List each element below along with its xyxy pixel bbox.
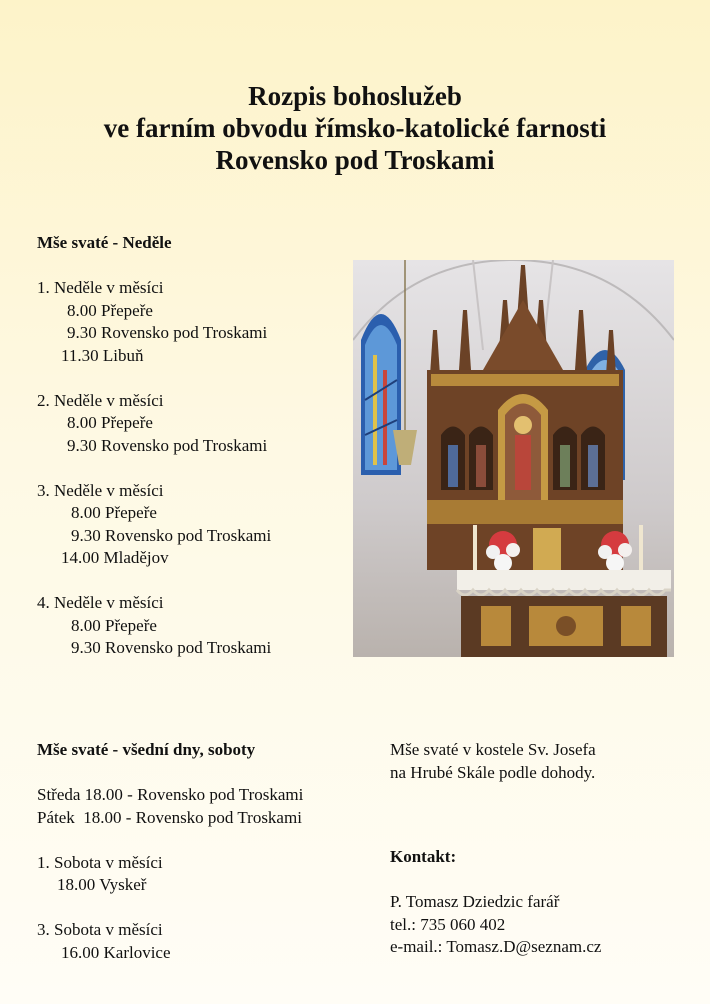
week-2-label: 2. Neděle v měsíci: [37, 390, 164, 410]
weekday-schedule: [37, 739, 303, 964]
altar-photo: [353, 260, 674, 657]
josef-line-1: Mše svaté v kostele Sv. Josefa: [390, 740, 596, 759]
sunday-schedule: [37, 232, 271, 660]
week-1-item: 11.30 Libuň: [61, 345, 144, 365]
week-3-item: 9.30 Rovensko pod Troskami: [71, 525, 272, 545]
week-1-item: 8.00 Přepeře: [67, 300, 153, 320]
title-line-2: ve farním obvodu římsko-katolické farnosti: [103, 113, 607, 143]
contact-phone: tel.: 735 060 402: [390, 914, 506, 934]
week-4-item: 9.30 Rovensko pod Troskami: [71, 638, 272, 657]
week-3-label: 3. Neděle v měsíci: [37, 480, 164, 500]
weekday-heading: Mše svaté - všední dny, soboty: [37, 740, 256, 759]
contact-name: P. Tomasz Dziedzic farář: [390, 892, 560, 911]
josef-line-2: na Hrubé Skále podle dohody.: [390, 762, 596, 782]
title-line-1: Rozpis bohoslužeb: [248, 81, 462, 111]
saturday-1-label: 1. Sobota v měsíci: [37, 852, 163, 872]
saturday-1-item: 18.00 Vyskeř: [57, 875, 147, 894]
title-line-3: Rovensko pod Troskami: [215, 145, 495, 175]
week-4-label: 4. Neděle v měsíci: [37, 593, 164, 612]
page-title: [0, 80, 710, 176]
saturday-3-item: 16.00 Karlovice: [61, 942, 171, 962]
contact-block: [390, 846, 601, 959]
week-2-item: 9.30 Rovensko pod Troskami: [67, 435, 268, 455]
week-1-item: 9.30 Rovensko pod Troskami: [67, 323, 268, 342]
week-4-item: 8.00 Přepeře: [71, 615, 157, 635]
week-3-item: 14.00 Mladějov: [61, 548, 169, 567]
wednesday-mass: Středa 18.00 - Rovensko pod Troskami: [37, 785, 304, 804]
week-3-item: 8.00 Přepeře: [71, 503, 157, 522]
friday-mass: Pátek 18.00 - Rovensko pod Troskami: [37, 807, 302, 827]
week-1-label: 1. Neděle v měsíci: [37, 278, 164, 297]
josef-note: [390, 739, 596, 784]
contact-heading: Kontakt:: [390, 847, 457, 866]
week-2-item: 8.00 Přepeře: [67, 413, 153, 432]
sunday-heading: Mše svaté - Neděle: [37, 233, 172, 252]
contact-email: e-mail.: Tomasz.D@seznam.cz: [390, 937, 602, 956]
saturday-3-label: 3. Sobota v měsíci: [37, 920, 163, 939]
